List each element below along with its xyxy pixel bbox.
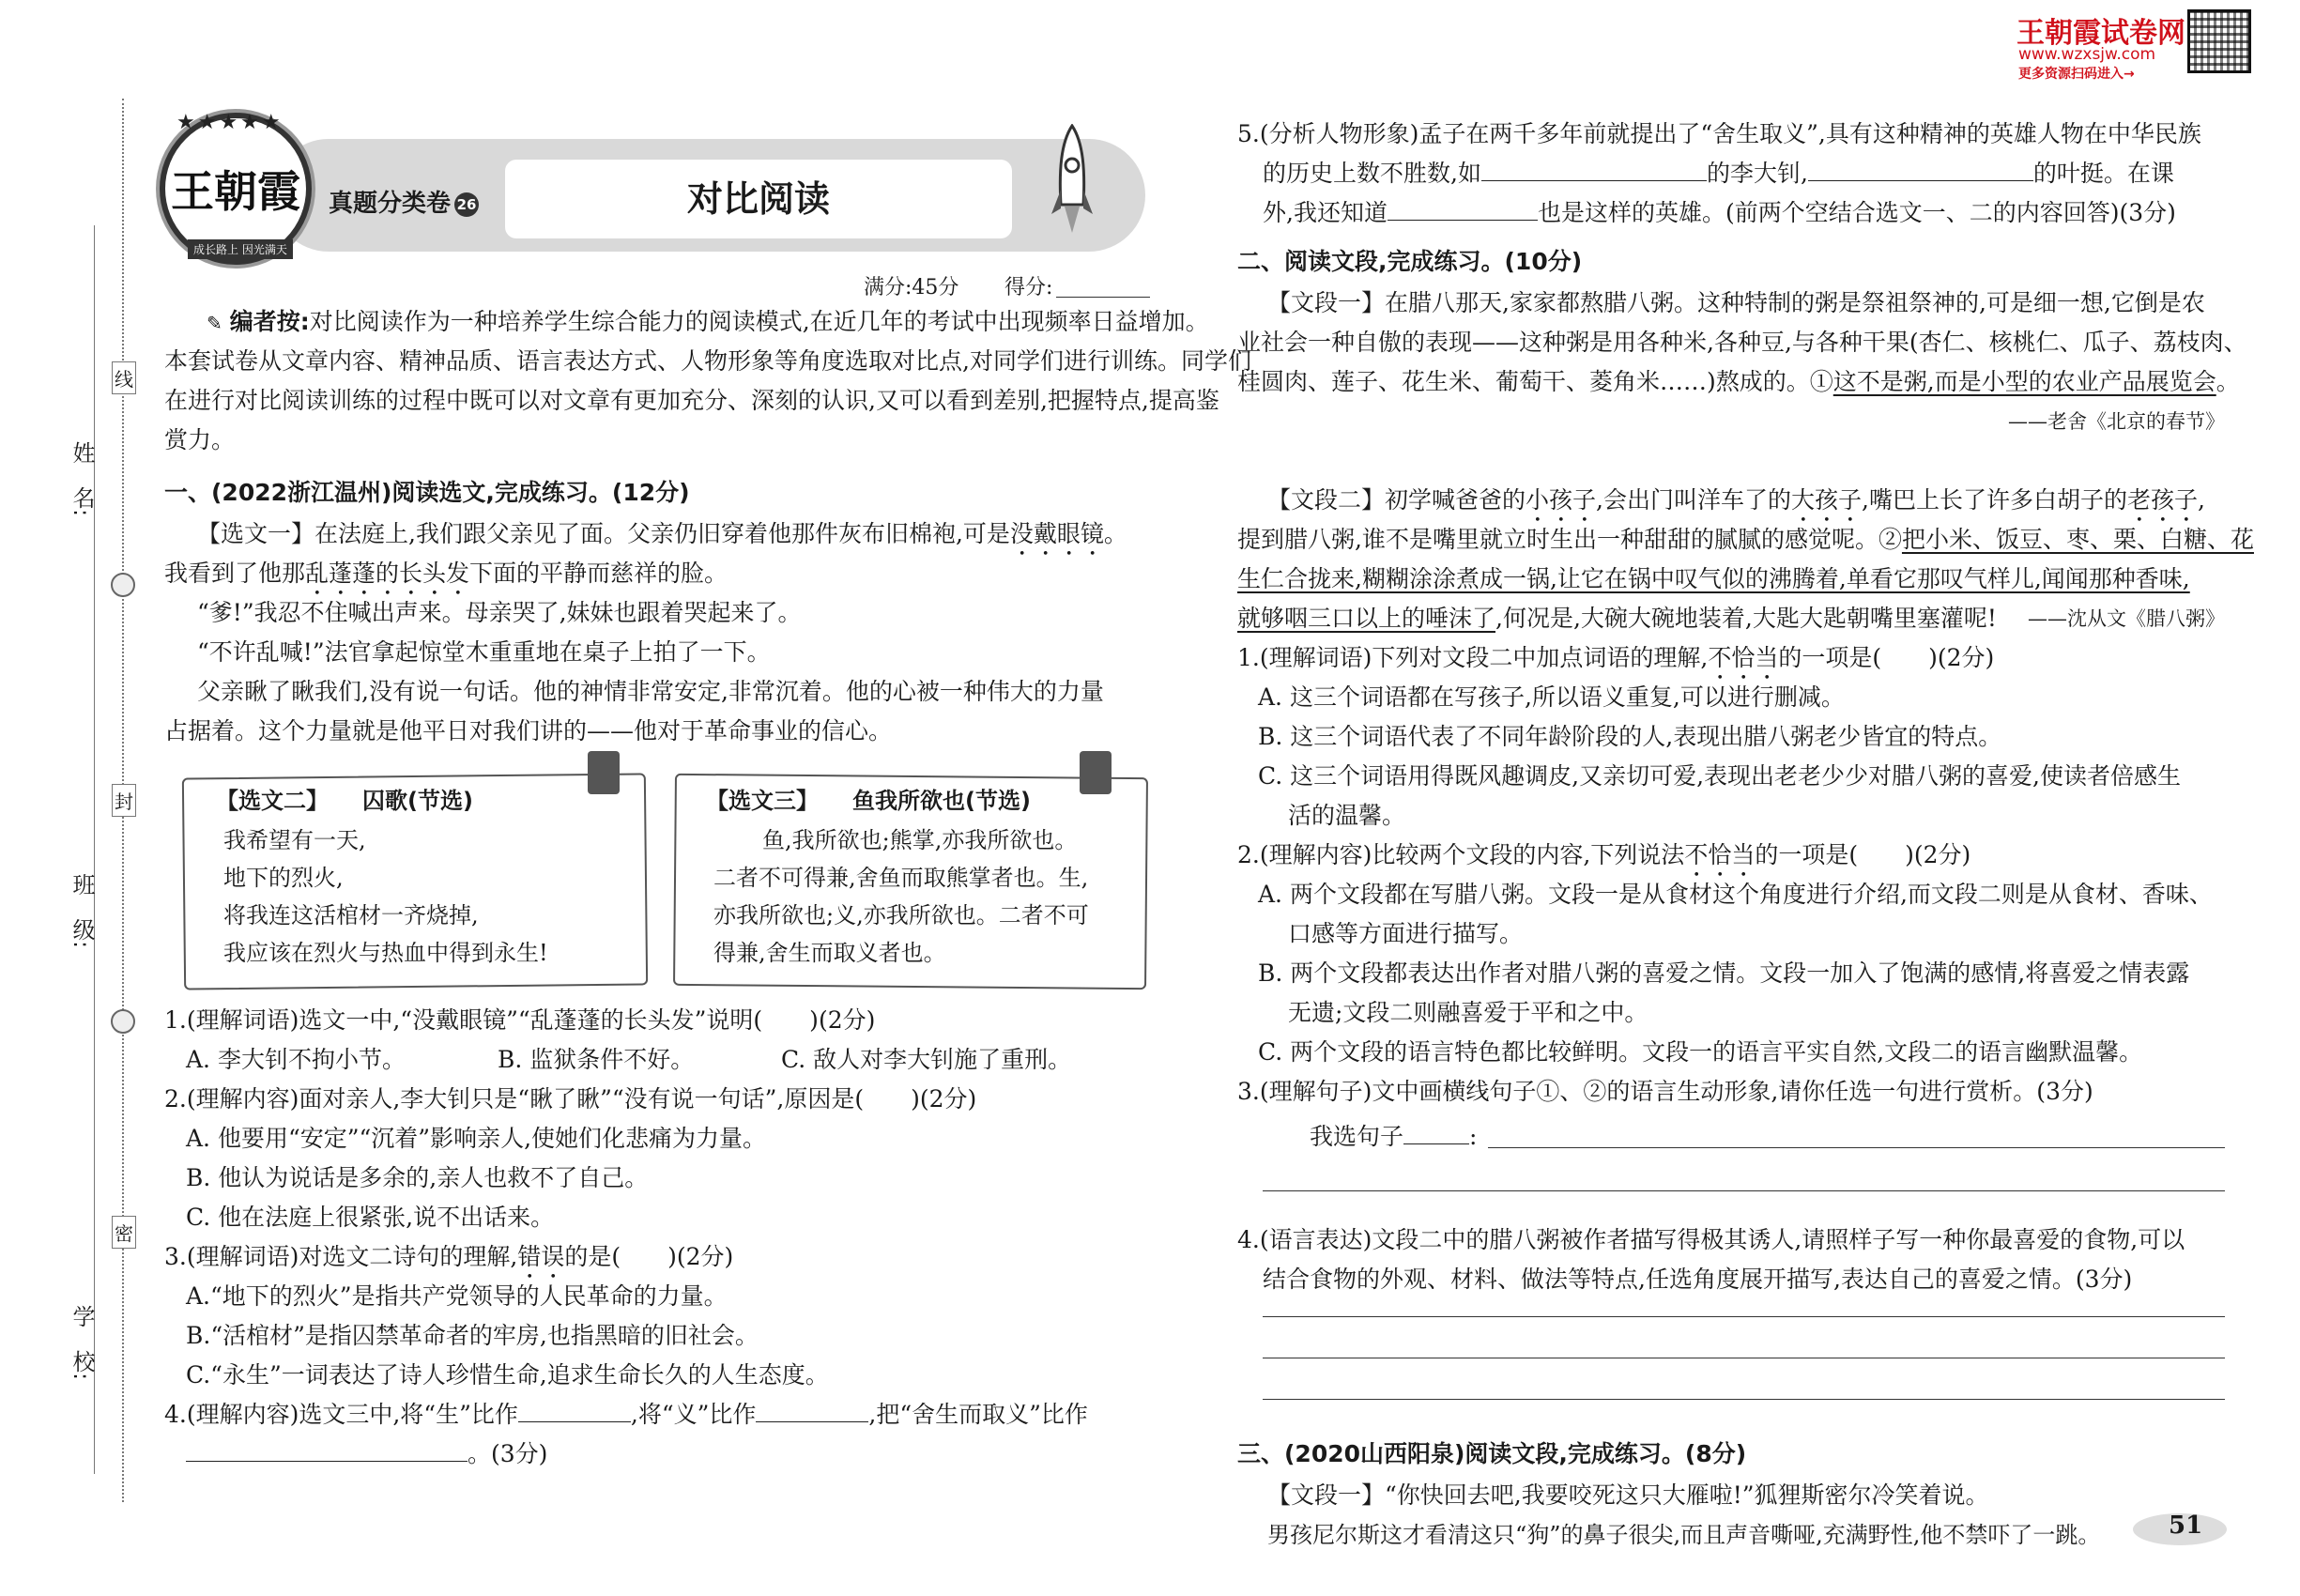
page-number: 51 xyxy=(2169,1512,2203,1540)
q1-2-option-c[interactable]: C. 他在法庭上很紧张,说不出话来。 xyxy=(186,1204,555,1231)
q1-4-line-2 xyxy=(186,1435,547,1474)
text: ,把“舍生而取义”比作 xyxy=(868,1401,1088,1428)
answer-blank[interactable] xyxy=(756,1395,868,1422)
yu-line-2: 二者不可得兼,舍鱼而取熊掌者也。生, xyxy=(713,865,1089,891)
text: 【选文一】在法庭上,我们跟父亲见了面。父亲仍旧穿着他那件灰布旧棉袍,可是 xyxy=(197,520,1010,547)
answer-line[interactable] xyxy=(1263,1316,2225,1317)
score-full: 满分:45分 xyxy=(864,276,959,299)
text: 。 xyxy=(2216,368,2240,395)
section-1-title: 一、(2022浙江温州)阅读选文,完成练习。(12分) xyxy=(164,479,690,506)
brand-slogan: 更多资源扫码进入→ xyxy=(2018,67,2135,82)
answer-blank[interactable] xyxy=(1388,193,1538,221)
cut-line-mark-1: 线 xyxy=(112,361,136,394)
logo-text: 王朝霞 xyxy=(171,166,300,217)
answer-line[interactable] xyxy=(1263,1190,2225,1191)
q2-2-option-a-cont: 口感等方面进行描写。 xyxy=(1288,920,1524,947)
intro-line-1 xyxy=(207,302,1209,343)
d2-line-3 xyxy=(1237,560,2190,599)
rocket-icon xyxy=(1051,124,1093,235)
dotted-word: 小孩子 xyxy=(1526,486,1597,514)
brand-url: www.wzxsjw.com xyxy=(2018,45,2156,64)
underlined-sentence-2: 就够咽三口以上的唾沫了 xyxy=(1237,605,1496,632)
answer-line[interactable] xyxy=(1488,1147,2225,1148)
passage-1-line-5: 父亲瞅了瞅我们,没有说一句话。他的神情非常安定,非常沉着。他的心被一种伟大的力量 xyxy=(197,678,1104,705)
passage-1-line-3: “爹!”我忍不住喊出声来。母亲哭了,妹妹也跟着哭起来了。 xyxy=(197,599,802,626)
yu-title: 【选文三】 鱼我所欲也(节选) xyxy=(706,788,1031,814)
underlined-sentence-1: 这不是粥,而是小型的农业产品展览会 xyxy=(1832,368,2216,395)
poem-line-1: 我希望有一天, xyxy=(223,827,366,853)
poem-line-2: 地下的烈火, xyxy=(223,865,344,891)
text: 1.(理解词语)下列对文段二中加点词语的理解, xyxy=(1237,644,1709,671)
dotted-word: 老孩子 xyxy=(2126,486,2198,514)
yu-line-4: 得兼,舍生而取义者也。 xyxy=(713,940,946,966)
yu-line-3: 亦我所欲也;义,亦我所欲也。二者不可 xyxy=(713,902,1089,928)
dotted-word: 不恰当 xyxy=(1684,841,1756,868)
q2-1-option-c-cont: 活的温馨。 xyxy=(1288,802,1406,829)
q1-4-line-1 xyxy=(164,1395,1088,1435)
school-label: 学 校: xyxy=(69,1305,95,1381)
page-title: 对比阅读 xyxy=(686,178,830,220)
underlined-sentence-2: 把小米、饭豆、枣、栗、白糖、花 xyxy=(1901,526,2254,553)
series-text: 真题分类卷 xyxy=(329,190,452,218)
text: 我看到了他那 xyxy=(164,560,306,587)
q2-3: 3.(理解句子)文中画横线句子①、②的语言生动形象,请你任选一句进行赏析。(3分) xyxy=(1237,1078,2093,1105)
poem-line-3: 将我连这活棺材一齐烧掉, xyxy=(223,902,479,928)
text: 的一项是( )(2分) xyxy=(1778,644,1995,671)
text: 的一项是( )(2分) xyxy=(1755,841,1971,868)
sec3-line-1: 【文段一】“你快回去吧,我要咬死这只大雁啦!”狐狸斯密尔冷笑着说。 xyxy=(1267,1481,1989,1509)
logo-stars: ★★★★★ xyxy=(176,111,284,134)
intro-line-3: 在进行对比阅读训练的过程中既可以对文章有更加充分、深刻的认识,又可以看到差别,把握特点,提高鉴 xyxy=(164,387,1219,414)
answer-blank[interactable] xyxy=(518,1395,631,1422)
name-label: 姓 名: xyxy=(69,441,95,517)
q2-2-option-a[interactable]: A. 两个文段都在写腊八粥。文段一是从食材这个角度进行介绍,而文段二则是从食材、香味、 xyxy=(1258,881,2213,908)
text: ,嘴巴上长了许多白胡子的 xyxy=(1862,486,2127,514)
text: ,会出门叫洋车了的 xyxy=(1596,486,1791,514)
text: 提到腊八粥,谁不是嘴里就立时生出一种甜甜的腻腻的感觉呢。② xyxy=(1237,526,1902,553)
q2-2-option-b[interactable]: B. 两个文段都表达出作者对腊八粥的喜爱之情。文段一加入了饱满的感情,将喜爱之情表露 xyxy=(1258,959,2190,987)
text: 也是这样的英雄。(前两个空结合选文一、二的内容回答)(3分) xyxy=(1537,199,2176,226)
q1-5-line-2 xyxy=(1263,154,2174,193)
section-2-title: 二、阅读文段,完成练习。(10分) xyxy=(1237,248,1583,275)
dotted-word: 大孩子 xyxy=(1790,486,1862,514)
text: 的是( )(2分) xyxy=(564,1243,734,1270)
text: 的叶挺。在课 xyxy=(2032,160,2174,187)
passage-1-line-6: 占据着。这个力量就是他平日对我们讲的——他对于革命事业的信心。 xyxy=(164,717,893,744)
q1-5-line-1: 5.(分析人物形象)孟子在两千多年前就提出了“舍生取义”,具有这种精神的英雄人物在中华民族 xyxy=(1237,120,2201,147)
paper-clip-icon xyxy=(1080,751,1112,794)
cut-line-mark-3: 密 xyxy=(112,1216,136,1249)
logo-sub: 成长路上 因光满天 xyxy=(188,239,293,259)
text: 我选句子 xyxy=(1310,1123,1404,1150)
d2-line-2 xyxy=(1237,520,2254,560)
text: 。(3分) xyxy=(468,1440,548,1467)
dotted-word: 不恰当 xyxy=(1708,644,1779,671)
poem-line-4: 我应该在烈火与热血中得到永生! xyxy=(223,940,548,966)
yu-line-1: 鱼,我所欲也;熊掌,亦我所欲也。 xyxy=(762,827,1078,853)
answer-blank[interactable] xyxy=(186,1435,468,1462)
dotted-phrase: 没戴眼镜 xyxy=(1009,520,1104,547)
q1-2-option-b[interactable]: B. 他认为说话是多余的,亲人也救不了自己。 xyxy=(186,1164,649,1191)
dotted-phrase: 乱蓬蓬的长头发 xyxy=(305,560,470,587)
binding-solid-line xyxy=(94,225,95,1474)
passage-1-line-4: “不许乱喊!”法官拿起惊堂木重重地在桌子上拍了一下。 xyxy=(197,638,771,666)
d2-line-4 xyxy=(1237,599,1997,638)
q1-3-option-c[interactable]: C.“永生”一词表达了诗人珍惜生命,追求生命长久的人生态度。 xyxy=(186,1361,829,1389)
series-label xyxy=(329,184,479,219)
q1-1-option-a[interactable]: A. 李大钊不拘小节。 xyxy=(186,1046,406,1073)
d1-line-3 xyxy=(1237,362,2240,402)
q2-2-option-b-cont: 无遗;文段二则融喜爱于平和之中。 xyxy=(1288,999,1648,1026)
intro-line-4: 赏力。 xyxy=(164,426,236,453)
q2-1-option-a[interactable]: A. 这三个词语都在写孩子,所以语义重复,可以进行删减。 xyxy=(1258,683,1845,711)
dotted-word: 错误 xyxy=(517,1243,565,1270)
q2-4-line-1: 4.(语言表达)文段二中的腊八粥被作者描写得极其诱人,请照样子写一种你最喜爱的食物,可以 xyxy=(1237,1226,2185,1253)
q1-5-line-3 xyxy=(1263,193,2176,233)
qr-code-icon xyxy=(2187,9,2251,73)
text: ,将“义”比作 xyxy=(630,1401,757,1428)
text: 【文段二】初学喊爸爸的 xyxy=(1267,486,1526,514)
text: 。 xyxy=(1103,520,1127,547)
binding-hole-icon xyxy=(111,573,135,597)
binding-hole-icon xyxy=(111,1009,135,1034)
intro-line-2: 本套试卷从文章内容、精神品质、语言表达方式、人物形象等角度选取对比点,对同学们进行训练。同学们 xyxy=(164,347,1251,375)
text: 下面的平静而慈祥的脸。 xyxy=(469,560,728,587)
text: 外,我还知道 xyxy=(1263,199,1388,226)
d1-line-2: 业社会一种自傲的表现——这种粥是用各种米,各种豆,与各种干果(杏仁、核桃仁、瓜子、荔枝肉、 xyxy=(1237,329,2247,356)
paper-clip-icon xyxy=(588,751,620,794)
q1-2-option-a[interactable]: A. 他要用“安定”“沉着”影响亲人,使她们化悲痛为力量。 xyxy=(186,1125,767,1152)
q1-1-option-c[interactable]: C. 敌人对李大钊施了重刑。 xyxy=(781,1046,1072,1073)
q2-2-option-c[interactable]: C. 两个文段的语言特色都比较鲜明。文段一的语言平实自然,文段二的语言幽默温馨。 xyxy=(1258,1038,2143,1066)
text: 的李大钊, xyxy=(1706,160,1808,187)
intro-icon: ✎ xyxy=(207,312,222,334)
text: , xyxy=(2197,486,2205,514)
class-label: 班 级: xyxy=(69,873,95,949)
d1-source: ——老舍《北京的春节》 xyxy=(2008,410,2225,433)
q2-4-line-2: 结合食物的外观、材料、做法等特点,任选角度展开描写,表达自己的喜爱之情。(3分) xyxy=(1263,1266,2133,1293)
score-blank[interactable] xyxy=(1056,297,1150,298)
sec3-line-2: 男孩尼尔斯这才看清这只“狗”的鼻子很尖,而且声音嘶哑,充满野性,他不禁吓了一跳。 xyxy=(1267,1522,2101,1548)
series-number: 26 xyxy=(454,192,479,217)
section-3-title: 三、(2020山西阳泉)阅读文段,完成练习。(8分) xyxy=(1237,1440,1747,1467)
text: 3.(理解词语)对选文二诗句的理解, xyxy=(164,1243,518,1270)
q1-3-option-b[interactable]: B.“活棺材”是指囚禁革命者的牢房,也指黑暗的旧社会。 xyxy=(186,1322,759,1349)
q1-3-option-a[interactable]: A.“地下的烈火”是指共产党领导的人民革命的力量。 xyxy=(186,1282,728,1310)
q2-1-option-c[interactable]: C. 这三个词语用得既风趣调皮,又亲切可爱,表现出老老少少对腊八粥的喜爱,使读者倍感生 xyxy=(1258,762,2181,790)
answer-blank[interactable] xyxy=(1808,154,2033,181)
cut-line-mark-2: 封 xyxy=(112,784,136,817)
q1-1-option-b[interactable]: B. 监狱条件不好。 xyxy=(498,1046,695,1073)
text: 4.(理解内容)选文三中,将“生”比作 xyxy=(164,1401,518,1428)
q2-1-option-b[interactable]: B. 这三个词语代表了不同年龄阶段的人,表现出腊八粥老少皆宜的特点。 xyxy=(1258,723,2002,750)
answer-line[interactable] xyxy=(1263,1399,2225,1400)
q1-2: 2.(理解内容)面对亲人,李大钊只是“瞅了瞅”“没有说一句话”,原因是( )(2分) xyxy=(164,1085,977,1113)
text: 的历史上数不胜数,如 xyxy=(1263,160,1481,187)
sentence-number-blank[interactable] xyxy=(1403,1117,1469,1144)
q1-1: 1.(理解词语)选文一中,“没戴眼镜”“乱蓬蓬的长头发”说明( )(2分) xyxy=(164,1006,876,1034)
q2-3-pick xyxy=(1310,1117,1477,1157)
text: ,何况是,大碗大碗地装着,大匙大匙朝嘴里塞灌呢! xyxy=(1495,605,1997,632)
answer-blank[interactable] xyxy=(1481,154,1707,181)
underlined-sentence-2: 生仁合拢来,糊糊涂涂煮成一锅,让它在锅中叹气似的沸腾着,单看它那叹气样儿,闻闻那种香味, xyxy=(1237,565,2190,592)
d1-line-1: 【文段一】在腊八那天,家家都熬腊八粥。这种特制的粥是祭祖祭神的,可是细一想,它倒是农 xyxy=(1267,289,2205,316)
d2-source: ——沈从文《腊八粥》 xyxy=(2028,607,2225,630)
colon: : xyxy=(1469,1123,1478,1150)
intro-text-1: 对比阅读作为一种培养学生综合能力的阅读模式,在近几年的考试中出现频率日益增加。 xyxy=(309,308,1209,335)
text: 2.(理解内容)比较两个文段的内容,下列说法 xyxy=(1237,841,1685,868)
text: 桂圆肉、莲子、花生米、葡萄干、菱角米……)熬成的。① xyxy=(1237,368,1833,395)
brand-name: 王朝霞试卷网 xyxy=(2016,17,2185,50)
poem-title: 【选文二】 囚歌(节选) xyxy=(216,788,473,814)
intro-label: 编者按: xyxy=(229,308,310,335)
score-label: 得分: xyxy=(1004,276,1053,299)
